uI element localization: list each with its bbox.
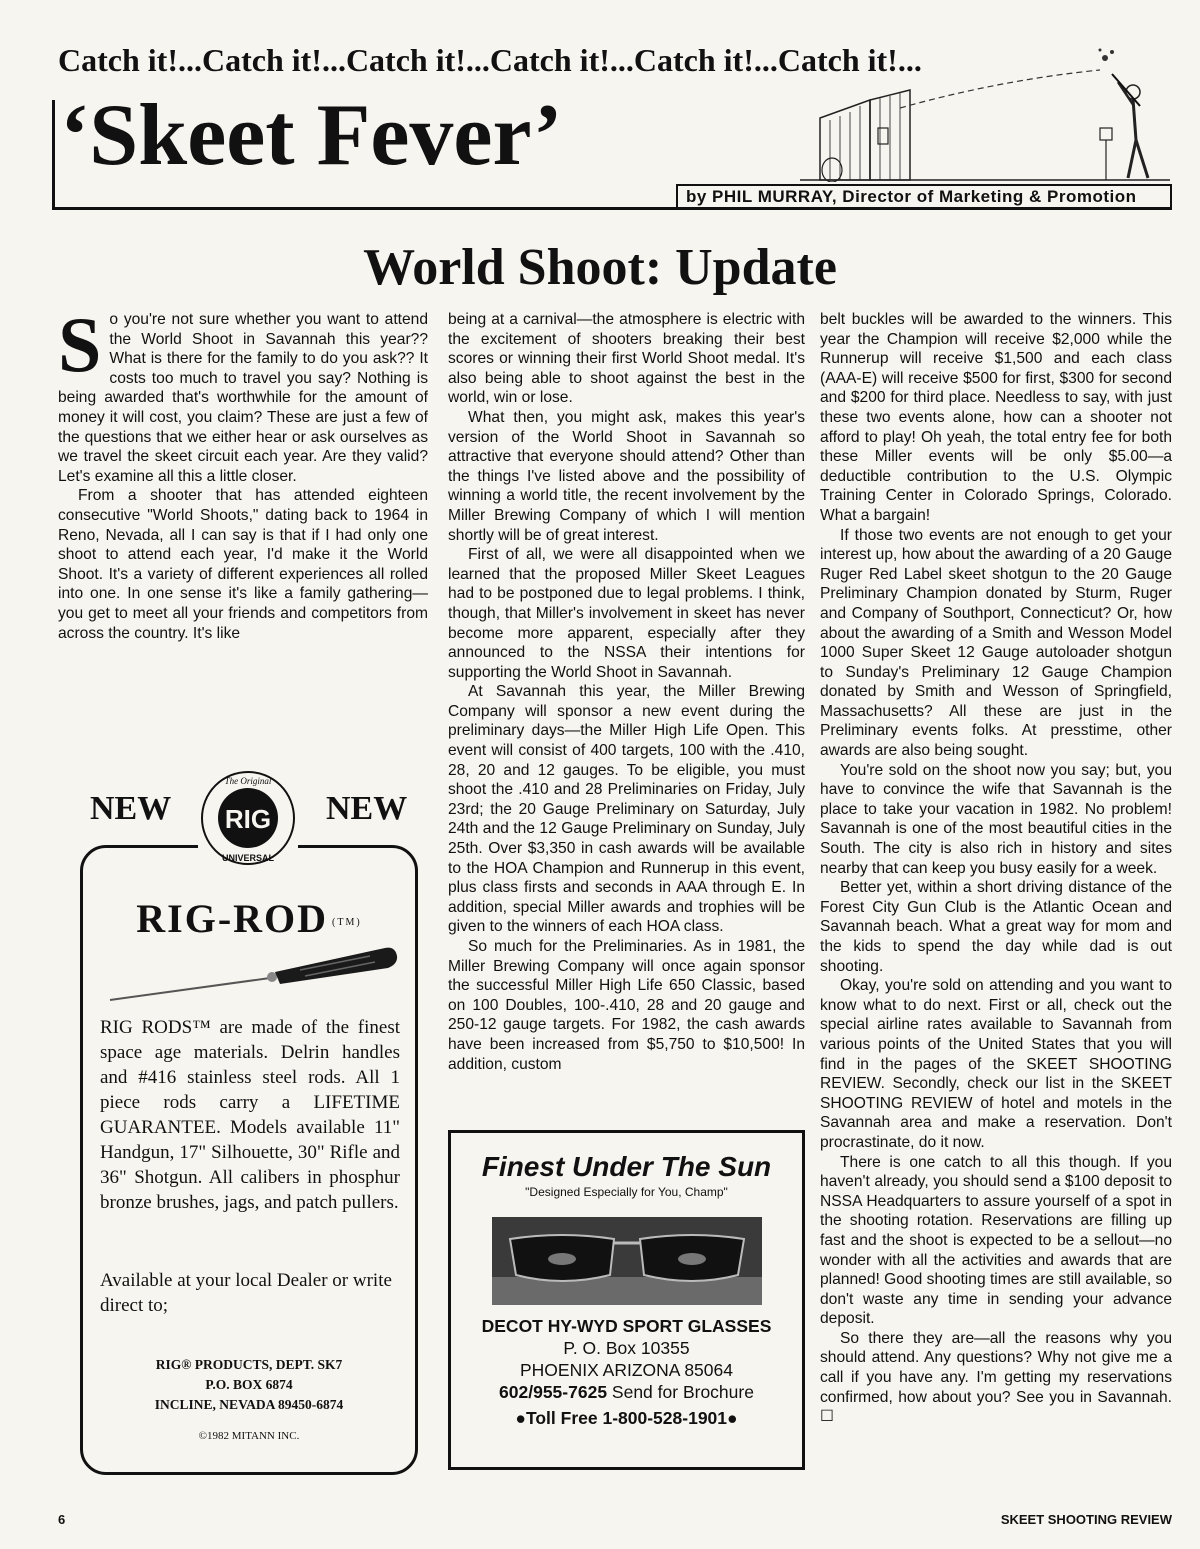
- ad-new-left: NEW: [90, 790, 172, 827]
- article-paragraph: being at a carnival—the atmosphere is electric with the excitement of shooters breaking their best scores or winning their first World Shoot medal. It's also being able to shoot against the best in the world, win or lose.: [448, 311, 805, 407]
- ad-toll-free: ●Toll Free 1-800-528-1901●: [515, 1408, 738, 1428]
- magazine-name: SKEET SHOOTING REVIEW: [1000, 1512, 1172, 1527]
- article-headline: World Shoot: Update: [363, 239, 837, 296]
- skeet-shooter-illustration-icon: [800, 40, 1180, 182]
- ad-phone-line: 602/955-7625 Send for Brochure: [499, 1382, 754, 1402]
- rig-logo-icon: [198, 768, 298, 868]
- article-paragraph: What then, you might ask, makes this year's version of the World Shoot in Savannah so attractive that everyone should attend? Other than the things I've listed above and the possibility of winning a world title, the recent involvement by the Miller Brewing Company of which I will mention shortly will be of great interest.: [448, 408, 805, 544]
- ad-address: RIG® PRODUCTS, DEPT. SK7 P.O. BOX 6874 INCLINE, NEVADA 89450-6874: [154, 1357, 344, 1412]
- title-rule-horizontal: [52, 207, 1172, 210]
- article-column-3: [820, 310, 1172, 1427]
- ad-po-box: P. O. Box 10355: [563, 1338, 690, 1358]
- article-paragraph: So there they are—all the reasons why you should attend. Any questions? Why not give me a call if you have any. I'm getting my reservations confirmed, how about you? See you in Savannah. ☐: [820, 1329, 1172, 1426]
- byline: by PHIL MURRAY, Director of Marketing & Promotion: [676, 184, 1172, 207]
- rig-rod-advertisement: [80, 776, 422, 1480]
- ad-availability: Available at your local Dealer or write direct to;: [100, 1270, 392, 1316]
- ad-title: Finest Under The Sun: [481, 1151, 772, 1182]
- ad-body-text: RIG RODS™ are made of the finest space age materials. Delrin handles and #416 stainless steel rods. All 1 piece rods carry a LIFETIME GUARANTEE. Models available 11" Handgun, 17" Silhouette, 30" Rifle and 36" Shotgun. All calibers in phosphur bronze brushes, jags, and patch pullers.: [100, 1017, 400, 1213]
- article-column-2: [448, 310, 805, 1074]
- article-paragraph: There is one catch to all this though. If you haven't already, you should send a $100 deposit to NSSA Headquarters to assure yourself of a spot in the shooting rotation. Reservations are filling up fast and the shoot is expected to be a sellout—no wonder with all the activities and awards that are planned! Good shooting times are still available, so don't waste any time in sending your advance deposit.: [820, 1153, 1172, 1328]
- article-column-1: [58, 301, 428, 643]
- section-title: ‘Skeet Fever’: [60, 87, 563, 184]
- ad-company: DECOT HY-WYD SPORT GLASSES: [481, 1316, 772, 1336]
- article-paragraph: You're sold on the shoot now you say; but, you have to convince the wife that Savannah is the place to take your vacation in 1982. No problem! Savannah is one of the most beautiful cities in the South. The city is also rich in history and sites nearby that can keep you busy easily for a week.: [820, 761, 1172, 877]
- article-paragraph: Okay, you're sold on attending and you want to know what to do next. First or all, check out the special airline rates available to Savannah from various points of the United States that you will find in the pages of the SKEET SHOOTING REVIEW. Secondly, check our list in the SKEET SHOOTING REVIEW of hotel and motels in the Savannah area and make a reservation. Don't procrastinate, do it now.: [820, 977, 1172, 1151]
- article-paragraph: At Savannah this year, the Miller Brewing Company will sponsor a new event during the preliminary days—the Miller High Life Open. This event will consist of 400 targets, 100 with the .410, 28, 20 and 12 gauges. To be eligible, you must shoot the .410 and 28 Preliminaries on Friday, July 23rd; the 20 Gauge Preliminary on Saturday, July 24th and the 12 Gauge Preliminary on Sunday, July 25th. Over $3,350 in cash awards will be available to the HOA Champion and Runnerup in this event, plus class firsts and seconds in AAA through E. In addition, special Miller awards and trophies will be given to the winners of each HOA class.: [448, 683, 805, 936]
- article-paragraph: belt buckles will be awarded to the winners. This year the Champion will receive $2,000 while the Runnerup will receive $1,500 and each class (AAA-E) will receive $500 for first, $300 for second and $200 for third place. Needless to say, with just these two events alone, how can a shooter not afford to play! Oh yeah, the total entry fee for both these Miller events will be only $5.00—a deductible contribution to the U.S. Olympic Training Center in Colorado Springs, Colorado. What a bargain!: [820, 311, 1172, 524]
- svg-text:RIG: RIG: [224, 804, 272, 834]
- ad-subtitle: "Designed Especially for You, Champ": [525, 1185, 728, 1199]
- article-paragraph: If those two events are not enough to get your interest up, how about the awarding of a 20 Gauge Ruger Red Label skeet shotgun to the 20 Gauge Preliminary Champion donated by Sturm, Ruger and Company of Southport, Connecticut? Or, how about the awarding of a Smith and Wesson Model 1000 Super Skeet 12 Gauge autoloader shotgun to Sunday's Preliminary 12 Gauge Champion donated by Smith and Wesson of Springfield, Massachusetts? All these are just in the Preliminary events folks. At presstime, other awards are also being sought.: [820, 526, 1172, 760]
- ad-copyright: ©1982 MITANN INC.: [198, 1430, 300, 1442]
- article-paragraph: Better yet, within a short driving distance of the Forest City Gun Club is the Atlantic Ocean and Savannah beach. What a great way for mom and the kids to spend the day while dad is out shooting.: [820, 879, 1172, 975]
- article-paragraph: So much for the Preliminaries. As in 1981, the Miller Brewing Company will once again sponsor the successful Miller High Life 650 Classic, based on 100 Doubles, 100-.410, 28 and 20 gauge and 250-12 gauge targets. For 1982, the cash awards have been increased from $5,750 to $10,500! In addition, custom: [448, 938, 805, 1073]
- article-paragraph: First of all, we were all disappointed when we learned that the proposed Miller Skeet Leagues had to be postponed due to legal problems. I think, though, that Miller's involvement in skeet has never become more apparent, especially after they announced to the NSSA their intentions for supporting the World Shoot in Savannah.: [448, 546, 805, 681]
- drop-cap: S: [58, 301, 102, 388]
- title-rule-vertical: [52, 100, 55, 210]
- ad-new-right: NEW: [326, 790, 408, 827]
- svg-text:UNIVERSAL: UNIVERSAL: [221, 853, 275, 863]
- article-paragraph: So you're not sure whether you want to attend the World Shoot in Savannah this year?? What is there for the family to do you ask?? It costs too much to travel you say? Nothing is being awarded that's worthwhile for the amount of money it will cost, you claim? These are just a few of the questions that we either hear or ask ourselves as we travel the skeet circuit each year. Are they valid? Let's examine all this a little closer.: [58, 301, 428, 485]
- cleaning-rod-icon: [100, 940, 400, 1010]
- page-number: 6: [58, 1512, 66, 1527]
- kicker-line: Catch it!...Catch it!...Catch it!...Catch it!...Catch it!...Catch it!...: [58, 42, 922, 78]
- sport-glasses-advertisement: [448, 1130, 805, 1470]
- sunglasses-photo-icon: [492, 1217, 762, 1305]
- ad-city: PHOENIX ARIZONA 85064: [519, 1360, 733, 1380]
- ad-brand: RIG-ROD (TM): [136, 896, 362, 941]
- svg-text:The Original: The Original: [224, 776, 272, 786]
- article-paragraph: From a shooter that has attended eighteen consecutive "World Shoots," dating back to 1964 in Reno, Nevada, all I can say is that if I had only one shoot to attend each year, I'd make it the World Shoot. It's a variety of different experiences all rolled into one. In one sense it's like a family gathering—you get to meet all your friends and competitors from across the country. It's like: [58, 487, 428, 642]
